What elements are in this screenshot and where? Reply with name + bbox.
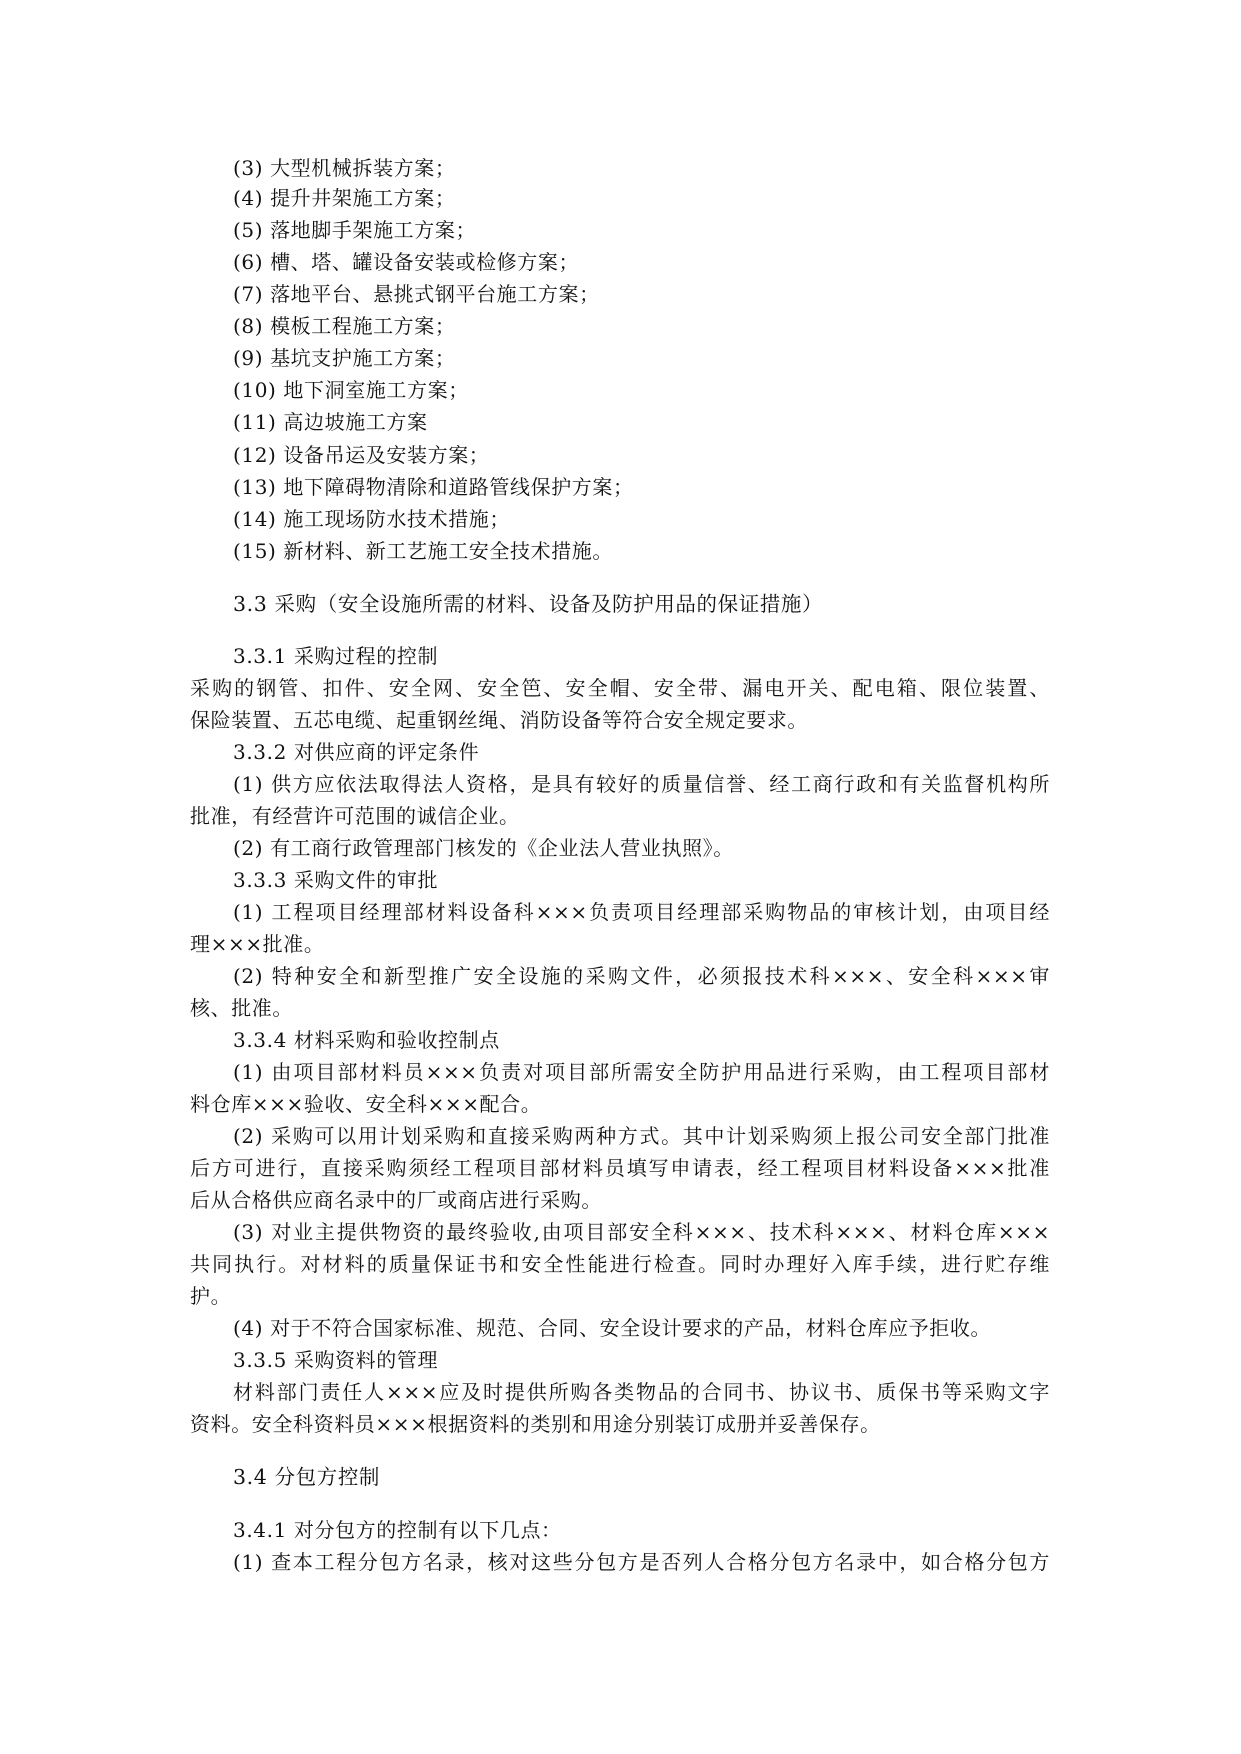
paragraph-line: 共同执行。对材料的质量保证书和安全性能进行检查。同时办理好入库手续，进行贮存维 [190,1252,1050,1276]
list-item: (9) 基坑支护施工方案； [233,346,456,370]
list-item: (15) 新材料、新工艺施工安全技术措施。 [233,539,614,563]
paragraph-line: (1) 查本工程分包方名录，核对这些分包方是否列人合格分包方名录中，如合格分包方 [233,1550,1050,1574]
section-heading: 3.4 分包方控制 [233,1465,381,1489]
paragraph-line: 料仓库×××验收、安全科×××配合。 [190,1092,542,1116]
paragraph-line: (3) 对业主提供物资的最终验收,由项目部安全科×××、技术科×××、材料仓库××× [233,1220,1050,1244]
paragraph-line: (2) 特种安全和新型推广安全设施的采购文件，必须报技术科×××、安全科×××审 [233,964,1050,988]
section-heading: 3.3 采购（安全设施所需的材料、设备及防护用品的保证措施） [233,592,824,616]
list-item: (12) 设备吊运及安装方案； [233,443,490,467]
list-item: (4) 提升井架施工方案； [233,186,456,210]
subsection-heading: 3.3.1 采购过程的控制 [233,644,439,668]
paragraph-line: 后方可进行，直接采购须经工程项目部材料员填写申请表，经工程项目材料设备×××批准 [190,1156,1050,1180]
list-item: (13) 地下障碍物清除和道路管线保护方案； [233,475,634,499]
paragraph-line: 护。 [190,1284,232,1308]
subsection-heading: 3.3.3 采购文件的审批 [233,868,439,892]
list-item: (5) 落地脚手架施工方案； [233,218,477,242]
list-item: (8) 模板工程施工方案； [233,314,456,338]
paragraph-line: (1) 由项目部材料员×××负责对项目部所需安全防护用品进行采购，由工程项目部材 [233,1060,1050,1084]
list-item: (11) 高边坡施工方案 [233,410,428,434]
paragraph-line: 资料。安全科资料员×××根据资料的类别和用途分别装订成册并妥善保存。 [190,1412,881,1436]
paragraph-line: (1) 工程项目经理部材料设备科×××负责项目经理部采购物品的审核计划，由项目经 [233,900,1050,924]
paragraph-line: 材料部门责任人×××应及时提供所购各类物品的合同书、协议书、质保书等采购文字 [233,1380,1050,1404]
list-item: (14) 施工现场防水技术措施； [233,507,511,531]
subsection-heading: 3.4.1 对分包方的控制有以下几点： [233,1518,562,1542]
paragraph-line: (2) 采购可以用计划采购和直接采购两种方式。其中计划采购须上报公司安全部门批准 [233,1124,1050,1148]
list-item: (3) 大型机械拆装方案； [233,156,456,180]
list-item: (7) 落地平台、悬挑式钢平台施工方案； [233,282,600,306]
paragraph-line: (2) 有工商行政管理部门核发的《企业法人营业执照》。 [233,836,734,860]
paragraph-line: (1) 供方应依法取得法人资格，是具有较好的质量信誉、经工商行政和有关监督机构所 [233,772,1050,796]
paragraph-line: 保险装置、五芯电缆、起重钢丝绳、消防设备等符合安全规定要求。 [190,708,808,732]
paragraph-line: 理×××批准。 [190,932,325,956]
subsection-heading: 3.3.2 对供应商的评定条件 [233,740,480,764]
paragraph-line: 核、批准。 [190,996,293,1020]
paragraph-line: (4) 对于不符合国家标准、规范、合同、安全设计要求的产品，材料仓库应予拒收。 [233,1316,992,1340]
paragraph-line: 采购的钢管、扣件、安全网、安全笆、安全帽、安全带、漏电开关、配电箱、限位装置、 [190,676,1050,700]
list-item: (10) 地下洞室施工方案； [233,378,469,402]
subsection-heading: 3.3.5 采购资料的管理 [233,1348,439,1372]
paragraph-line: 批准，有经营许可范围的诚信企业。 [190,804,520,828]
subsection-heading: 3.3.4 材料采购和验收控制点 [233,1028,500,1052]
paragraph-line: 后从合格供应商名录中的厂或商店进行采购。 [190,1188,602,1212]
list-item: (6) 槽、塔、罐设备安装或检修方案； [233,250,580,274]
